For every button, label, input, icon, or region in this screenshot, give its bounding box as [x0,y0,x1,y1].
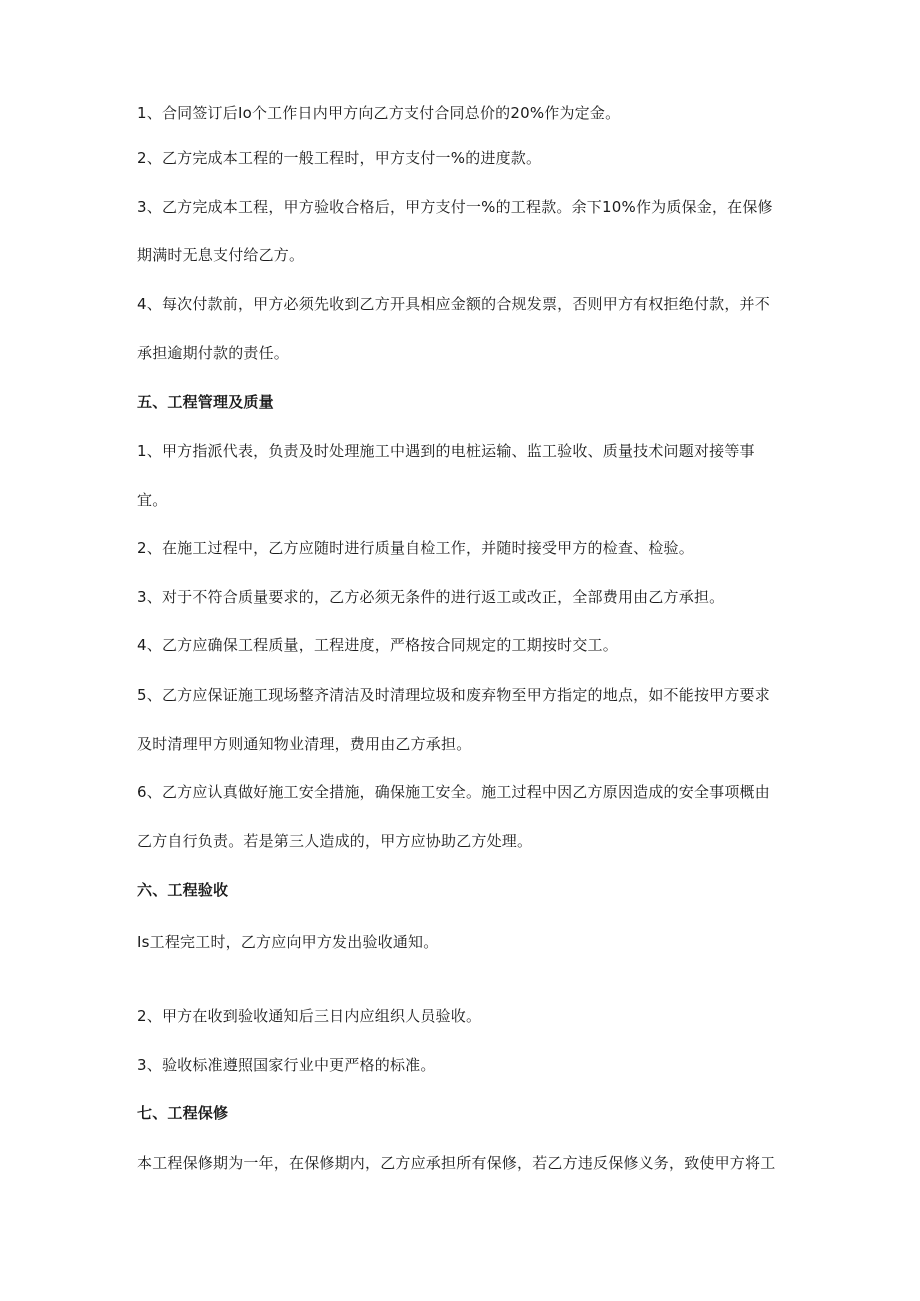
payment-clause-3-line-2: 期满时无息支付给乙方。 [137,246,305,264]
section-heading-6: 六、工程验收 [137,881,229,899]
management-clause-6-line-1: 6、乙方应认真做好施工安全措施，确保施工安全。施工过程中因乙方原因造成的安全事项概由 [137,783,770,801]
payment-clause-2: 2、乙方完成本工程的一般工程时，甲方支付一%的进度款。 [137,149,542,167]
payment-clause-4-line-1: 4、每次付款前，甲方必须先收到乙方开具相应金额的合规发票，否则甲方有权拒绝付款，并不 [137,295,770,313]
payment-clause-4-line-2: 承担逾期付款的责任。 [137,344,290,362]
acceptance-clause-1: Is工程完工时，乙方应向甲方发出验收通知。 [137,933,439,951]
payment-clause-1: 1、合同签订后Io个工作日内甲方向乙方支付合同总价的20%作为定金。 [137,104,621,122]
management-clause-1-line-2: 宜。 [137,491,168,509]
management-clause-4: 4、乙方应确保工程质量，工程进度，严格按合同规定的工期按时交工。 [137,636,618,654]
section-heading-5: 五、工程管理及质量 [137,393,274,411]
management-clause-3: 3、对于不符合质量要求的，乙方必须无条件的进行返工或改正，全部费用由乙方承担。 [137,588,725,606]
payment-clause-3-line-1: 3、乙方完成本工程，甲方验收合格后，甲方支付一%的工程款。余下10%作为质保金，在保修 [137,198,773,216]
management-clause-5-line-1: 5、乙方应保证施工现场整齐清洁及时清理垃圾和废弃物至甲方指定的地点，如不能按甲方要求 [137,686,770,704]
acceptance-clause-3: 3、验收标准遵照国家行业中更严格的标准。 [137,1056,436,1074]
section-heading-7: 七、工程保修 [137,1104,229,1122]
management-clause-5-line-2: 及时清理甲方则通知物业清理，费用由乙方承担。 [137,735,472,753]
management-clause-2: 2、在施工过程中，乙方应随时进行质量自检工作，并随时接受甲方的检查、检验。 [137,539,694,557]
management-clause-1-line-1: 1、甲方指派代表，负责及时处理施工中遇到的电桩运输、监工验收、质量技术问题对接等事 [137,442,755,460]
acceptance-clause-2: 2、甲方在收到验收通知后三日内应组织人员验收。 [137,1007,482,1025]
management-clause-6-line-2: 乙方自行负责。若是第三人造成的，甲方应协助乙方处理。 [137,832,533,850]
warranty-clause-line-1: 本工程保修期为一年，在保修期内，乙方应承担所有保修，若乙方违反保修义务，致使甲方将工 [137,1154,776,1172]
